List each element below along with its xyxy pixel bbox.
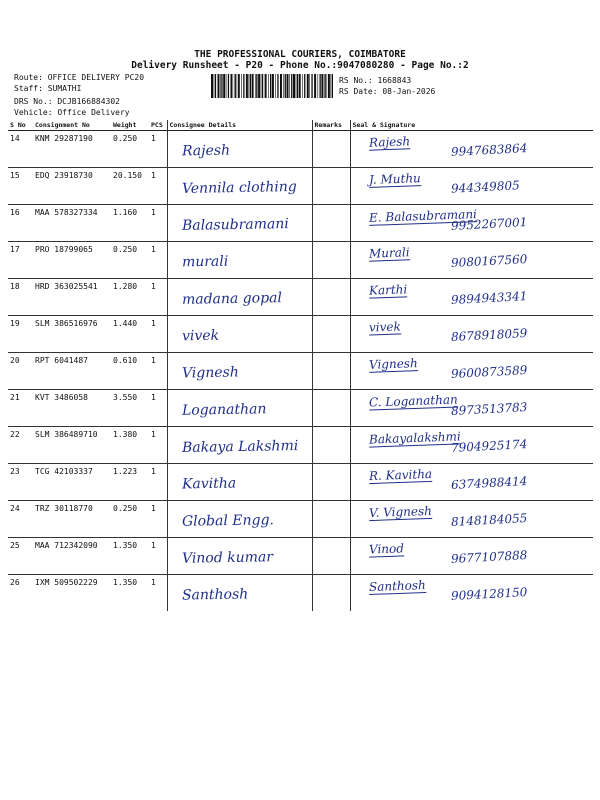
handwritten-phone-number: 6374988414 [450,474,528,492]
consignee-cell [167,168,312,205]
weight-header: Weight [111,120,149,131]
consignee-handwritten-name: Global Engg. [181,512,274,530]
consignee-cell [167,353,312,390]
seal-signature-cell [350,353,593,390]
consignee-cell [167,575,312,612]
pieces-count: 1 [149,131,167,168]
serial-number: 15 [8,168,33,205]
pieces-count: 1 [149,279,167,316]
consignee-handwritten-name: Vinod kumar [181,549,273,567]
handwritten-phone-number: 7904925174 [450,437,528,455]
consignee-handwritten-name: Rajesh [181,142,230,160]
consignee-handwritten-name: vivek [181,327,219,345]
signature-text: Santhosh [368,578,426,594]
pieces-count: 1 [149,538,167,575]
pieces-count: 1 [149,501,167,538]
document-subtitle: Delivery Runsheet - P20 - Phone No.:9047080280 - Page No.:2 [131,60,469,71]
consignment-number: TCG 42103337 [33,464,111,501]
table-row [8,575,593,612]
signature-text: Vinod [368,541,404,557]
serial-number: 23 [8,464,33,501]
consignment-number: EDQ 23918730 [33,168,111,205]
consignment-number: SLM 386516976 [33,316,111,353]
remarks-header: Remarks [312,120,350,131]
weight-value: 1.160 [111,205,149,242]
drs-no-line: DRS No.: DCJB166884302 [14,97,120,106]
consignee-handwritten-name: Kavitha [181,475,236,493]
document-title: THE PROFESSIONAL COURIERS, COIMBATORE [194,49,406,60]
table-row [8,168,593,205]
signature-mark [368,282,407,298]
consignee-cell [167,131,312,168]
remarks-cell [312,501,350,538]
signature-mark [368,134,410,150]
signature-mark [368,504,431,521]
signature-mark [368,319,400,335]
weight-value: 1.223 [111,464,149,501]
consignee-handwritten-name: Loganathan [181,401,267,419]
consignment-number: RPT 6041487 [33,353,111,390]
remarks-cell [312,168,350,205]
handwritten-phone-number: 8973513783 [450,400,528,418]
weight-value: 1.280 [111,279,149,316]
remarks-cell [312,279,350,316]
handwritten-phone-number: 9947683864 [450,141,528,159]
consignment-number: MAA 712342090 [33,538,111,575]
signature-mark [368,467,432,484]
weight-value: 0.610 [111,353,149,390]
consignee-cell [167,205,312,242]
serial-number: 25 [8,538,33,575]
remarks-cell [312,316,350,353]
remarks-cell [312,390,350,427]
barcode-image [211,74,334,98]
consignee-cell [167,242,312,279]
handwritten-phone-number: 9677107888 [450,548,528,566]
weight-value: 1.440 [111,316,149,353]
table-row [8,501,593,538]
table-row [8,279,593,316]
table-row [8,353,593,390]
consignee-handwritten-name: Balasubramani [181,216,289,234]
signature-text: C. Loganathan [368,392,458,410]
table-row [8,538,593,575]
consignee-header: Consignee Details [167,120,312,131]
signature-mark [368,171,420,188]
handwritten-phone-number: 9080167560 [450,252,528,270]
route-line: Route: OFFICE DELIVERY PC20 [14,73,145,82]
serial-number: 21 [8,390,33,427]
serial-number: 20 [8,353,33,390]
handwritten-phone-number: 8678918059 [450,326,528,344]
weight-value: 20.150 [111,168,149,205]
pieces-count: 1 [149,316,167,353]
seal-signature-cell [350,205,593,242]
runsheet-table [8,120,593,611]
weight-value: 3.550 [111,390,149,427]
pieces-count: 1 [149,353,167,390]
seal-signature-cell [350,168,593,205]
serial-number: 26 [10,578,20,587]
table-row [8,205,593,242]
handwritten-phone-number: 9952267001 [450,215,528,233]
remarks-cell [312,575,350,612]
signature-text: V. Vignesh [368,503,432,521]
consignee-cell [167,390,312,427]
seal-signature-cell [350,316,593,353]
consignee-cell [167,279,312,316]
remarks-cell [312,131,350,168]
pieces-count: 1 [149,390,167,427]
serial-number: 16 [8,205,33,242]
seal-signature-header: Seal & Signature [350,120,593,131]
serial-number: 24 [8,501,33,538]
signature-text: E. Balasubramani [368,207,477,225]
table-row [8,464,593,501]
pieces-count: 1 [149,427,167,464]
consignment-number: IXM 509502229 [35,578,98,587]
signature-mark [368,356,417,373]
sno-header: S No [8,120,33,131]
seal-signature-cell [350,464,593,501]
table-row [8,427,593,464]
pieces-count: 1 [149,464,167,501]
signature-mark [368,429,460,447]
signature-text: Murali [368,245,410,261]
signature-text: Bakayalakshmi [368,429,461,447]
seal-signature-cell [350,427,593,464]
vehicle-line: Vehicle: Office Delivery [14,108,130,117]
consignment-number: KVT 3486058 [33,390,111,427]
seal-signature-cell [350,575,593,612]
signature-mark [368,392,457,410]
seal-signature-cell [350,501,593,538]
seal-signature-cell [350,538,593,575]
weight-value: 1.350 [113,578,138,587]
consignee-cell [167,464,312,501]
remarks-cell [312,427,350,464]
consignee-cell [167,427,312,464]
signature-text: Rajesh [368,134,410,150]
serial-number: 22 [8,427,33,464]
remarks-cell [312,464,350,501]
consignment-number: KNM 29287190 [33,131,111,168]
handwritten-phone-number: 8148184055 [450,511,528,529]
seal-signature-cell [350,279,593,316]
signature-text: R. Kavitha [368,466,432,484]
rs-no-line: RS No.: 1668843 [339,76,412,85]
consignee-handwritten-name: madana gopal [181,290,282,308]
pieces-count: 1 [149,205,167,242]
weight-value: 0.250 [111,131,149,168]
consignment-number: HRD 363025541 [33,279,111,316]
consignee-handwritten-name: Vignesh [181,364,239,382]
consignment-number: PRO 18799065 [33,242,111,279]
consignment-number: TRZ 30118770 [33,501,111,538]
table-header-row [8,120,593,131]
rs-date-line: RS Date: 08-Jan-2026 [339,87,436,96]
consignment-number: SLM 386489710 [33,427,111,464]
pieces-count: 1 [149,168,167,205]
serial-number: 18 [8,279,33,316]
consignee-handwritten-name: Santhosh [181,586,248,604]
signature-mark [368,578,425,595]
weight-value: 1.350 [111,538,149,575]
table-row [8,390,593,427]
consignment-number: MAA 578327334 [33,205,111,242]
signature-text: vivek [368,319,401,335]
consignment-header: Consignment No [33,120,111,131]
seal-signature-cell [350,131,593,168]
remarks-cell [312,205,350,242]
serial-number: 19 [8,316,33,353]
handwritten-phone-number: 944349805 [450,178,520,196]
signature-mark [368,541,403,557]
table-row [8,316,593,353]
staff-line: Staff: SUMATHI [14,84,82,93]
signature-text: J. Muthu [368,171,421,187]
signature-text: Karthi [368,282,407,298]
consignee-cell [167,316,312,353]
remarks-cell [312,353,350,390]
pieces-count: 1 [151,578,156,587]
weight-value: 0.250 [111,242,149,279]
consignee-cell [167,538,312,575]
pieces-count: 1 [149,242,167,279]
serial-number: 17 [8,242,33,279]
consignee-handwritten-name: Bakaya Lakshmi [181,437,298,457]
seal-signature-cell [350,242,593,279]
table-row [8,131,593,168]
handwritten-phone-number: 9894943341 [450,289,528,307]
signature-text: Vignesh [368,356,418,372]
signature-mark [368,245,409,261]
weight-value: 0.250 [111,501,149,538]
handwritten-phone-number: 9600873589 [450,363,528,381]
weight-value: 1.380 [111,427,149,464]
remarks-cell [312,538,350,575]
consignee-cell [167,501,312,538]
pcs-header: PCS [149,120,167,131]
consignee-handwritten-name: murali [181,253,228,271]
seal-signature-cell [350,390,593,427]
remarks-cell [312,242,350,279]
table-row [8,242,593,279]
handwritten-phone-number: 9094128150 [450,585,528,603]
consignee-handwritten-name: Vennila clothing [181,178,297,198]
serial-number: 14 [8,131,33,168]
